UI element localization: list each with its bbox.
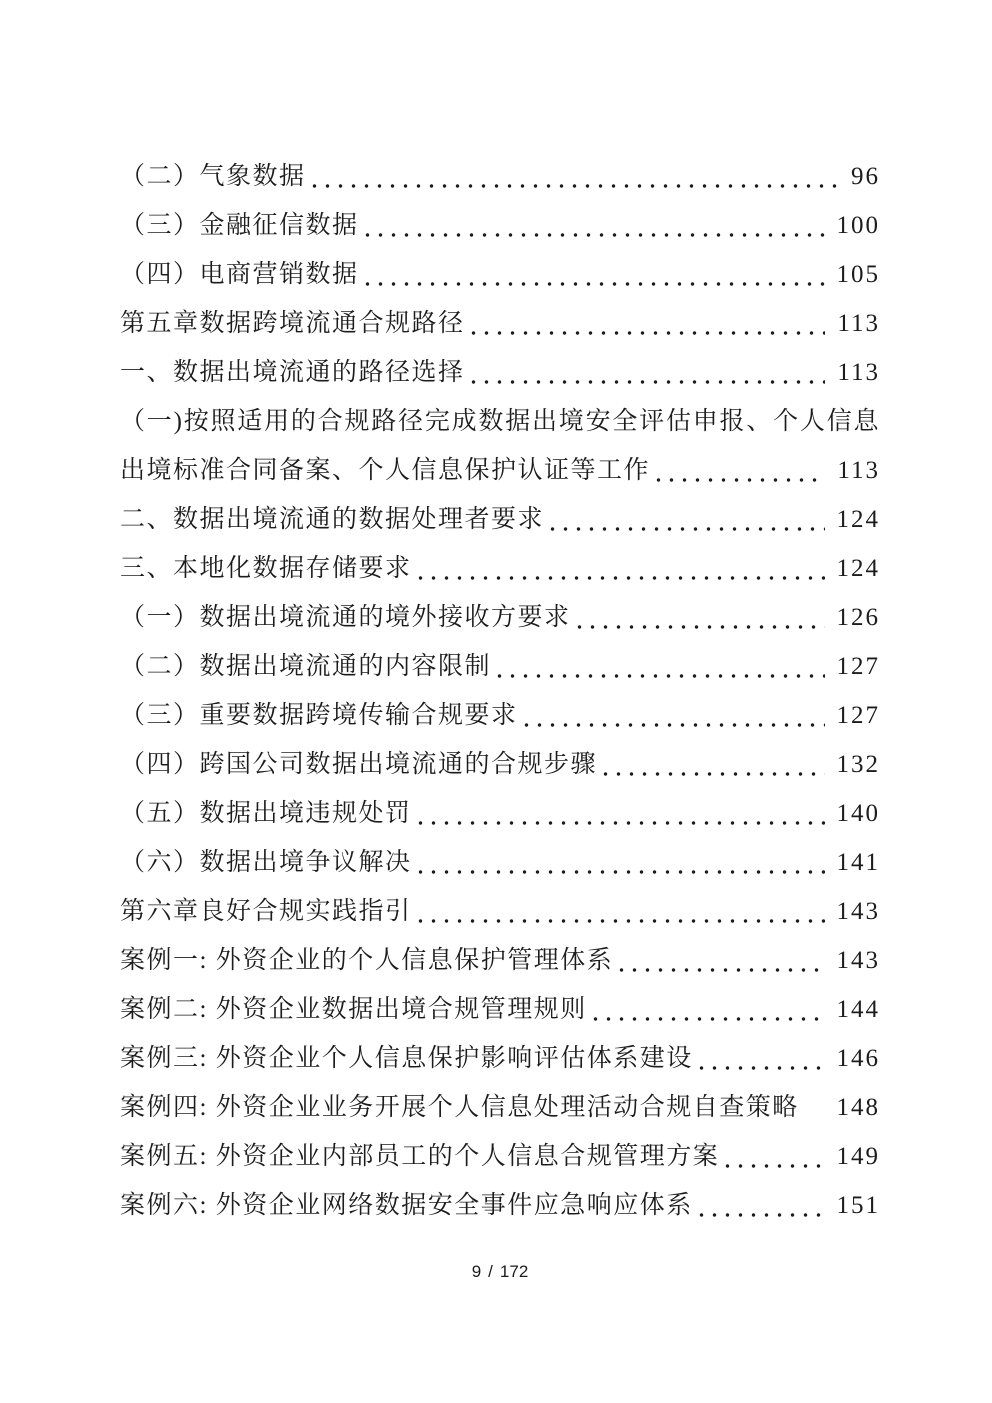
toc-entry-last-line (120, 887, 880, 936)
footer-current-page: 9 (471, 1262, 482, 1281)
toc-entry-page: 148 (836, 1094, 880, 1121)
toc-entry-last-line (120, 495, 880, 544)
toc-entry-last-line (120, 446, 880, 495)
toc-entry[interactable] (120, 152, 880, 201)
dot-leader (365, 250, 825, 299)
toc-entry-page: 124 (836, 506, 880, 533)
toc-entry-last-line (120, 789, 880, 838)
footer-total-pages: 172 (499, 1262, 529, 1281)
toc-entry-last-line (120, 1034, 880, 1083)
toc-entry-last-line (120, 593, 880, 642)
toc-entry-text: （一）数据出境流通的境外接收方要求 (120, 604, 571, 631)
toc-entry-page: 126 (836, 604, 880, 631)
toc-entry[interactable] (120, 593, 880, 642)
dot-leader (471, 299, 826, 348)
toc-entry-last-line (120, 985, 880, 1034)
toc-entry-page: 100 (836, 212, 880, 239)
toc-entry[interactable] (120, 985, 880, 1034)
toc-entry-last-line (120, 740, 880, 789)
toc-entry-page: 143 (836, 947, 880, 974)
toc-entry-text-wrap: （一)按照适用的合规路径完成数据出境安全评估申报、个人信息 (120, 408, 880, 435)
toc-entry-page: 141 (836, 849, 880, 876)
toc-entry-last-line (120, 838, 880, 887)
toc-entry[interactable] (120, 495, 880, 544)
toc-entry[interactable] (120, 642, 880, 691)
footer-separator: / (488, 1262, 493, 1281)
toc-entry[interactable] (120, 544, 880, 593)
toc-entry-text: 案例四: 外资企业业务开展个人信息处理活动合规自查策略 (120, 1094, 799, 1121)
toc-entry-last-line (120, 1181, 880, 1230)
toc-entry[interactable] (120, 887, 880, 936)
toc-entry-page: 113 (837, 310, 880, 337)
toc-entry-page: 96 (851, 163, 880, 190)
toc-entry-last-line (120, 348, 880, 397)
dot-leader (418, 789, 825, 838)
toc-entry[interactable] (120, 691, 880, 740)
toc-entry-text: （四）跨国公司数据出境流通的合规步骤 (120, 751, 598, 778)
toc-entry[interactable] (120, 299, 880, 348)
toc-entry-page: 113 (837, 457, 880, 484)
toc-entry[interactable] (120, 250, 880, 299)
toc-entry-page: 151 (836, 1192, 880, 1219)
toc-entry-text: 案例五: 外资企业内部员工的个人信息合规管理方案 (120, 1143, 720, 1170)
toc-entry-page: 127 (836, 653, 880, 680)
toc-entry-text: 出境标准合同备案、个人信息保护认证等工作 (120, 457, 651, 484)
toc-entry-last-line (120, 691, 880, 740)
toc-entry-last-line (120, 936, 880, 985)
toc-entry-last-line (120, 544, 880, 593)
toc-entry-page: 149 (836, 1143, 880, 1170)
toc-entry-text: 案例三: 外资企业个人信息保护影响评估体系建设 (120, 1045, 693, 1072)
toc-entry-text: 第六章良好合规实践指引 (120, 898, 412, 925)
toc-entry-page: 113 (837, 359, 880, 386)
toc-entry-text: 案例一: 外资企业的个人信息保护管理体系 (120, 947, 614, 974)
toc-entry[interactable] (120, 1083, 880, 1132)
toc-entry-page: 144 (836, 996, 880, 1023)
toc-entry-last-line (120, 1132, 880, 1181)
toc-entry[interactable] (120, 201, 880, 250)
dot-leader (365, 201, 825, 250)
toc-entry[interactable] (120, 348, 880, 397)
toc-entry[interactable] (120, 838, 880, 887)
toc-entry-page: 140 (836, 800, 880, 827)
table-of-contents (120, 152, 880, 1230)
dot-leader (619, 936, 824, 985)
toc-entry[interactable] (120, 1181, 880, 1230)
toc-entry-page: 105 (836, 261, 880, 288)
toc-entry-text: （三）重要数据跨境传输合规要求 (120, 702, 518, 729)
toc-entry-page: 124 (836, 555, 880, 582)
toc-entry-text: 案例六: 外资企业网络数据安全事件应急响应体系 (120, 1192, 693, 1219)
toc-entry-text: 一、数据出境流通的路径选择 (120, 359, 465, 386)
toc-entry-text: 案例二: 外资企业数据出境合规管理规则 (120, 996, 587, 1023)
dot-leader (497, 642, 824, 691)
toc-entry-text: （二）数据出境流通的内容限制 (120, 653, 492, 680)
toc-entry-last-line (120, 201, 880, 250)
toc-entry-page: 127 (836, 702, 880, 729)
toc-entry-text: （四）电商营销数据 (120, 261, 359, 288)
toc-entry[interactable] (120, 740, 880, 789)
toc-entry-last-line (120, 642, 880, 691)
toc-entry[interactable] (120, 397, 880, 495)
dot-leader (550, 495, 824, 544)
dot-leader (725, 1132, 824, 1181)
toc-entry-text: （五）数据出境违规处罚 (120, 800, 412, 827)
dot-leader (593, 985, 825, 1034)
dot-leader (524, 691, 825, 740)
toc-entry[interactable] (120, 1034, 880, 1083)
dot-leader (577, 593, 825, 642)
toc-entry-text: 三、本地化数据存储要求 (120, 555, 412, 582)
toc-entry[interactable] (120, 1132, 880, 1181)
toc-entry-last-line (120, 152, 880, 201)
toc-entry[interactable] (120, 789, 880, 838)
dot-leader (418, 887, 825, 936)
toc-entry-last-line (120, 250, 880, 299)
toc-entry-text: （二）气象数据 (120, 163, 306, 190)
dot-leader (656, 446, 825, 495)
toc-entry-text: 二、数据出境流通的数据处理者要求 (120, 506, 545, 533)
toc-entry-text: 第五章数据跨境流通合规路径 (120, 310, 465, 337)
toc-entry-page: 143 (836, 898, 880, 925)
dot-leader (471, 348, 826, 397)
dot-leader (312, 152, 839, 201)
toc-entry[interactable] (120, 936, 880, 985)
dot-leader (603, 740, 824, 789)
dot-leader (418, 544, 825, 593)
dot-leader (418, 838, 825, 887)
page-footer (120, 1260, 880, 1284)
dot-leader (699, 1181, 825, 1230)
toc-entry-last-line (120, 1083, 880, 1132)
dot-leader (699, 1034, 825, 1083)
toc-entry-page: 146 (836, 1045, 880, 1072)
dot-leader (805, 1083, 825, 1132)
toc-entry-last-line (120, 299, 880, 348)
toc-entry-page: 132 (836, 751, 880, 778)
toc-entry-text: （六）数据出境争议解决 (120, 849, 412, 876)
toc-entry-text: （三）金融征信数据 (120, 212, 359, 239)
